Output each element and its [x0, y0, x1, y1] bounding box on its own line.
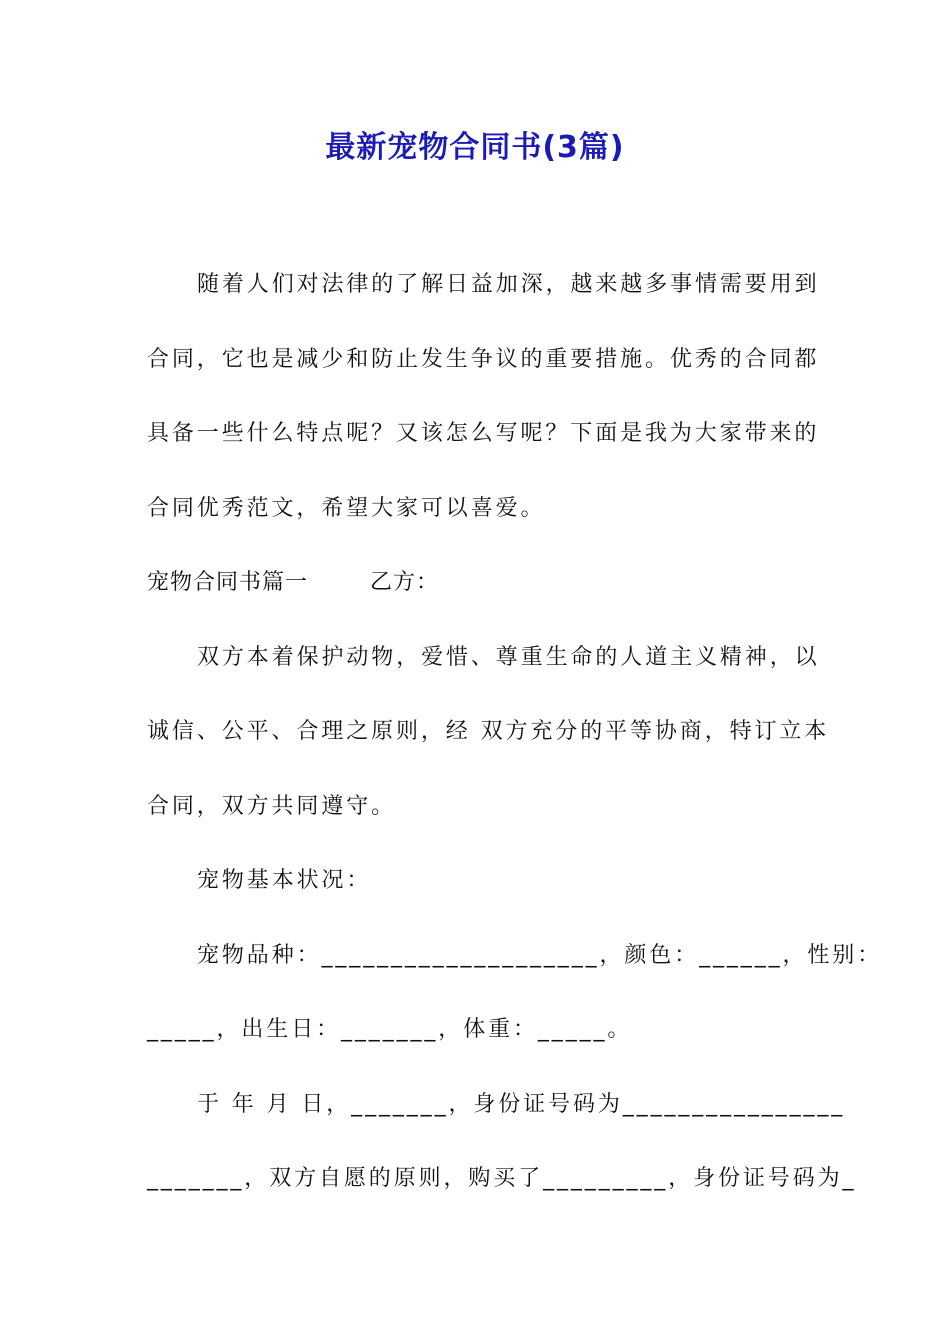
section-heading: 宠物合同书篇一 — [147, 570, 309, 595]
form-line: 宠物品种：____________________，颜色：______，性别： — [197, 942, 883, 968]
document-title: 最新宠物合同书(3篇) — [325, 130, 625, 165]
section-heading-line — [147, 556, 807, 631]
form-line: _______，双方自愿的原则，购买了_________，身份证号码为_ — [147, 1166, 857, 1191]
party-b-label: 乙方： — [370, 570, 440, 595]
paragraph-line: 合同优秀范文，希望大家可以喜爱。 — [147, 495, 546, 521]
subheading-line: 宠物基本状况： — [197, 868, 372, 893]
form-line: 于 年 月 日，_______，身份证号码为________________ — [197, 1091, 846, 1117]
document-body — [147, 258, 883, 1227]
paragraph-line: 具备一些什么特点呢？又该怎么写呢？下面是我为大家带来的 — [147, 421, 820, 446]
paragraph-line: 双方本着保护动物，爱惜、尊重生命的人道主义精神，以 — [197, 644, 820, 670]
paragraph-line: 合同，双方共同遵守。 — [147, 793, 397, 819]
form-line: _____，出生日：_______，体重：_____。 — [147, 1017, 633, 1042]
paragraph-line: 随着人们对法律的了解日益加深，越来越多事情需要用到 — [197, 272, 820, 297]
paragraph-line: 合同，它也是减少和防止发生争议的重要措施。优秀的合同都 — [147, 346, 820, 372]
paragraph-line: 诚信、公平、合理之原则，经 双方充分的平等协商，特订立本 — [147, 719, 830, 744]
